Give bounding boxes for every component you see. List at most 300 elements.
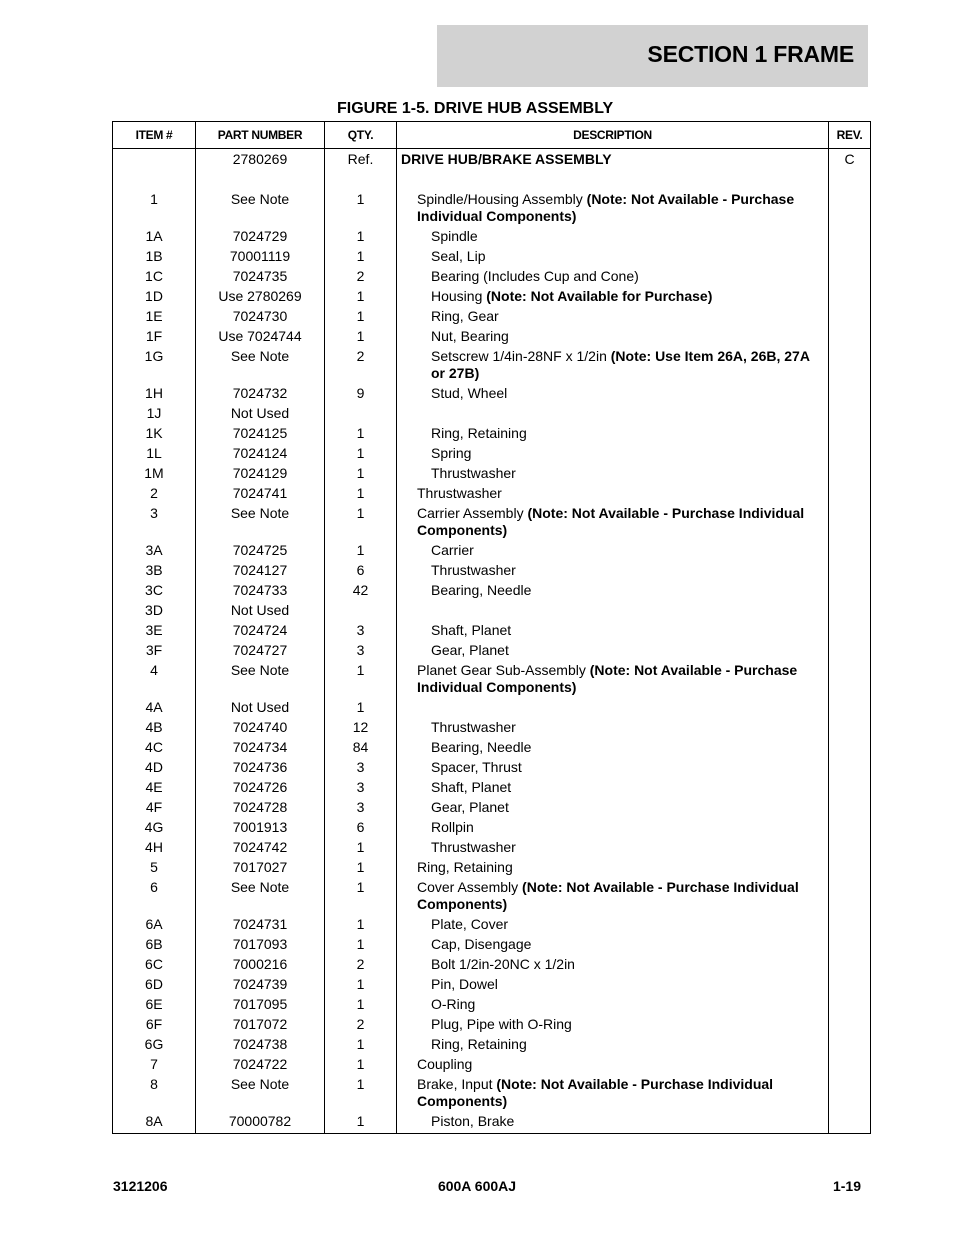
item-number-cell: 6A (113, 915, 196, 935)
item-number-cell: 7 (113, 1055, 196, 1075)
description-text: Spring (431, 445, 472, 461)
table-row (113, 190, 871, 227)
table-row (113, 444, 871, 464)
table-row (113, 149, 871, 170)
description-text: Spacer, Thrust (431, 759, 522, 775)
description-cell (397, 227, 829, 247)
description-text: Coupling (417, 1056, 473, 1072)
revision-cell (829, 858, 871, 878)
parts-table-body (113, 149, 871, 1134)
item-number-cell: 5 (113, 858, 196, 878)
description-text: Thrustwasher (431, 562, 516, 578)
footer-models: 600A 600AJ (437, 1178, 517, 1194)
description-cell (397, 858, 829, 878)
description-note: (Note: Use Item 26A, 26B, 27A or 27B) (431, 348, 810, 381)
part-number-cell: 7024124 (196, 444, 325, 464)
revision-cell (829, 758, 871, 778)
table-row (113, 541, 871, 561)
description-cell (397, 601, 829, 621)
part-number-cell: 7024732 (196, 384, 325, 404)
revision-cell: C (829, 149, 871, 170)
part-number-cell: See Note (196, 878, 325, 915)
qty-cell: 1 (325, 698, 397, 718)
revision-cell (829, 778, 871, 798)
figure-title: FIGURE 1-5. DRIVE HUB ASSEMBLY (337, 100, 614, 117)
description-cell (397, 1035, 829, 1055)
table-row (113, 1035, 871, 1055)
revision-cell (829, 267, 871, 287)
table-row (113, 718, 871, 738)
revision-cell (829, 1075, 871, 1112)
table-row (113, 561, 871, 581)
description-text: Ring, Retaining (431, 425, 527, 441)
table-row (113, 818, 871, 838)
description-cell (397, 975, 829, 995)
parts-table (112, 121, 871, 1134)
revision-cell (829, 621, 871, 641)
description-cell (397, 190, 829, 227)
description-note: (Note: Not Available - Purchase Individual Components) (417, 1076, 774, 1109)
part-number-cell: Not Used (196, 404, 325, 424)
part-number-cell: 2780269 (196, 149, 325, 170)
description-cell (397, 738, 829, 758)
item-number-cell: 6 (113, 878, 196, 915)
revision-cell (829, 484, 871, 504)
description-cell (397, 541, 829, 561)
description-text: Nut, Bearing (431, 328, 509, 344)
part-number-cell: 70000782 (196, 1112, 325, 1134)
qty-cell: 1 (325, 661, 397, 698)
description-cell (397, 347, 829, 384)
table-row (113, 504, 871, 541)
table-row (113, 621, 871, 641)
revision-cell (829, 404, 871, 424)
qty-cell: 3 (325, 798, 397, 818)
part-number-cell: See Note (196, 504, 325, 541)
description-text: Seal, Lip (431, 248, 486, 264)
description-cell (397, 995, 829, 1015)
item-number-cell: 1B (113, 247, 196, 267)
col-header-rev: REV. (829, 122, 871, 149)
table-row (113, 838, 871, 858)
item-number-cell: 1A (113, 227, 196, 247)
description-cell (397, 778, 829, 798)
item-number-cell: 6F (113, 1015, 196, 1035)
part-number-cell: 7024731 (196, 915, 325, 935)
table-row (113, 641, 871, 661)
part-number-cell: 7001913 (196, 818, 325, 838)
table-row (113, 798, 871, 818)
table-row (113, 1015, 871, 1035)
part-number-cell: 7024722 (196, 1055, 325, 1075)
revision-cell (829, 738, 871, 758)
description-cell (397, 1075, 829, 1112)
table-row (113, 661, 871, 698)
description-text: Ring, Retaining (431, 1036, 527, 1052)
part-number-cell: 7024740 (196, 718, 325, 738)
qty-cell: 1 (325, 190, 397, 227)
part-number-cell: 7024730 (196, 307, 325, 327)
description-text: Thrustwasher (431, 719, 516, 735)
qty-cell: 1 (325, 484, 397, 504)
qty-cell: 1 (325, 1075, 397, 1112)
part-number-cell: See Note (196, 1075, 325, 1112)
revision-cell (829, 641, 871, 661)
table-row (113, 247, 871, 267)
description-cell (397, 621, 829, 641)
revision-cell (829, 955, 871, 975)
description-cell (397, 838, 829, 858)
part-number-cell: 7024735 (196, 267, 325, 287)
description-text: Cover Assembly (417, 879, 523, 895)
description-text: Rollpin (431, 819, 474, 835)
description-cell (397, 641, 829, 661)
part-number-cell: Use 7024744 (196, 327, 325, 347)
description-cell (397, 698, 829, 718)
description-cell (397, 935, 829, 955)
description-cell (397, 818, 829, 838)
item-number-cell: 3 (113, 504, 196, 541)
table-row (113, 404, 871, 424)
qty-cell: 2 (325, 1015, 397, 1035)
description-cell (397, 504, 829, 541)
qty-cell: 1 (325, 227, 397, 247)
part-number-cell: Use 2780269 (196, 287, 325, 307)
qty-cell: 42 (325, 581, 397, 601)
description-note: (Note: Not Available for Purchase) (486, 288, 713, 304)
footer-doc-number: 3121206 (113, 1178, 168, 1194)
item-number-cell: 6D (113, 975, 196, 995)
description-cell (397, 404, 829, 424)
description-text: Ring, Gear (431, 308, 499, 324)
qty-cell: 2 (325, 347, 397, 384)
qty-cell: 3 (325, 778, 397, 798)
table-row (113, 384, 871, 404)
qty-cell: 1 (325, 975, 397, 995)
item-number-cell: 1L (113, 444, 196, 464)
description-text: Brake, Input (417, 1076, 497, 1092)
qty-cell: 1 (325, 504, 397, 541)
part-number-cell: 7024127 (196, 561, 325, 581)
table-row (113, 915, 871, 935)
revision-cell (829, 444, 871, 464)
part-number-cell: Not Used (196, 601, 325, 621)
description-cell (397, 1015, 829, 1035)
revision-cell (829, 464, 871, 484)
description-text: Spindle/Housing Assembly (417, 191, 587, 207)
description-cell (397, 661, 829, 698)
table-row (113, 995, 871, 1015)
table-row (113, 975, 871, 995)
item-number-cell: 6E (113, 995, 196, 1015)
part-number-cell: 7024736 (196, 758, 325, 778)
item-number-cell: 3F (113, 641, 196, 661)
description-cell (397, 955, 829, 975)
item-number-cell: 4B (113, 718, 196, 738)
revision-cell (829, 1035, 871, 1055)
spacer-cell (829, 170, 871, 190)
revision-cell (829, 581, 871, 601)
part-number-cell: 7024727 (196, 641, 325, 661)
part-number-cell: 7017027 (196, 858, 325, 878)
item-number-cell: 3D (113, 601, 196, 621)
part-number-cell: 7024125 (196, 424, 325, 444)
item-number-cell: 3B (113, 561, 196, 581)
revision-cell (829, 818, 871, 838)
description-cell (397, 758, 829, 778)
part-number-cell: 7024741 (196, 484, 325, 504)
part-number-cell: 7024733 (196, 581, 325, 601)
qty-cell (325, 601, 397, 621)
revision-cell (829, 935, 871, 955)
revision-cell (829, 698, 871, 718)
description-text: O-Ring (431, 996, 476, 1012)
description-cell (397, 384, 829, 404)
description-cell (397, 878, 829, 915)
part-number-cell: 70001119 (196, 247, 325, 267)
table-row (113, 347, 871, 384)
description-text: Planet Gear Sub-Assembly (417, 662, 590, 678)
description-cell (397, 424, 829, 444)
table-row (113, 858, 871, 878)
col-header-part-number: PART NUMBER (196, 122, 325, 149)
qty-cell: 6 (325, 818, 397, 838)
qty-cell: 1 (325, 838, 397, 858)
description-cell (397, 581, 829, 601)
table-row (113, 738, 871, 758)
qty-cell: 1 (325, 247, 397, 267)
table-row (113, 698, 871, 718)
table-row (113, 484, 871, 504)
description-note: (Note: Not Available - Purchase Individual Components) (417, 191, 795, 224)
part-number-cell: 7024738 (196, 1035, 325, 1055)
qty-cell: 12 (325, 718, 397, 738)
revision-cell (829, 1112, 871, 1134)
description-cell (397, 1112, 829, 1134)
qty-cell: 3 (325, 758, 397, 778)
description-cell (397, 327, 829, 347)
description-text: Bolt 1/2in-20NC x 1/2in (431, 956, 575, 972)
description-cell (397, 1055, 829, 1075)
qty-cell: 1 (325, 444, 397, 464)
revision-cell (829, 424, 871, 444)
description-text: Bearing, Needle (431, 582, 532, 598)
qty-cell: 1 (325, 1035, 397, 1055)
qty-cell (325, 404, 397, 424)
part-number-cell: 7017072 (196, 1015, 325, 1035)
part-number-cell: 7017093 (196, 935, 325, 955)
description-text: Carrier Assembly (417, 505, 528, 521)
item-number-cell: 1M (113, 464, 196, 484)
qty-cell: 3 (325, 641, 397, 661)
part-number-cell: 7024129 (196, 464, 325, 484)
item-number-cell: 4C (113, 738, 196, 758)
spacer-cell (196, 170, 325, 190)
item-number-cell: 1J (113, 404, 196, 424)
revision-cell (829, 1055, 871, 1075)
part-number-cell: 7024729 (196, 227, 325, 247)
item-number-cell: 6G (113, 1035, 196, 1055)
table-row (113, 1112, 871, 1134)
description-cell (397, 247, 829, 267)
description-note: (Note: Not Available - Purchase Individual Components) (417, 505, 805, 538)
description-cell (397, 149, 829, 170)
qty-cell: 1 (325, 424, 397, 444)
revision-cell (829, 384, 871, 404)
description-text: Gear, Planet (431, 642, 509, 658)
description-text: Piston, Brake (431, 1113, 515, 1129)
revision-cell (829, 347, 871, 384)
part-number-cell: 7024726 (196, 778, 325, 798)
table-row (113, 778, 871, 798)
item-number-cell: 3C (113, 581, 196, 601)
item-number-cell: 1C (113, 267, 196, 287)
description-text: Housing (431, 288, 487, 304)
description-cell (397, 484, 829, 504)
description-cell (397, 464, 829, 484)
table-row (113, 464, 871, 484)
description-cell (397, 798, 829, 818)
table-row (113, 581, 871, 601)
qty-cell: 2 (325, 267, 397, 287)
section-banner (437, 25, 868, 87)
item-number-cell: 6C (113, 955, 196, 975)
item-number-cell: 2 (113, 484, 196, 504)
description-cell (397, 561, 829, 581)
table-row (113, 878, 871, 915)
description-text: Bearing, Needle (431, 739, 532, 755)
table-row (113, 267, 871, 287)
revision-cell (829, 287, 871, 307)
qty-cell: 1 (325, 287, 397, 307)
revision-cell (829, 504, 871, 541)
description-text: Thrustwasher (417, 485, 502, 501)
description-text: Setscrew 1/4in-28NF x 1/2in (431, 348, 611, 364)
revision-cell (829, 798, 871, 818)
qty-cell: 1 (325, 1055, 397, 1075)
qty-cell: 1 (325, 878, 397, 915)
spacer-cell (325, 170, 397, 190)
revision-cell (829, 247, 871, 267)
item-number-cell: 4E (113, 778, 196, 798)
description-text: Cap, Disengage (431, 936, 532, 952)
qty-cell: 1 (325, 327, 397, 347)
item-number-cell: 1F (113, 327, 196, 347)
description-text: Spindle (431, 228, 478, 244)
description-cell (397, 267, 829, 287)
table-row (113, 327, 871, 347)
revision-cell (829, 541, 871, 561)
table-header-row (113, 122, 871, 149)
item-number-cell: 1E (113, 307, 196, 327)
qty-cell: 1 (325, 541, 397, 561)
item-number-cell: 4H (113, 838, 196, 858)
item-number-cell: 8 (113, 1075, 196, 1112)
part-number-cell: 7000216 (196, 955, 325, 975)
description-text: Plate, Cover (431, 916, 509, 932)
qty-cell: 2 (325, 955, 397, 975)
qty-cell: 3 (325, 621, 397, 641)
item-number-cell: 1H (113, 384, 196, 404)
description-note: (Note: Not Available - Purchase Individual Components) (417, 662, 798, 695)
table-row (113, 935, 871, 955)
qty-cell: 1 (325, 915, 397, 935)
part-number-cell: 7017095 (196, 995, 325, 1015)
part-number-cell: 7024742 (196, 838, 325, 858)
table-row (113, 424, 871, 444)
revision-cell (829, 601, 871, 621)
description-text: Stud, Wheel (431, 385, 508, 401)
part-number-cell: 7024728 (196, 798, 325, 818)
table-spacer-row (113, 170, 871, 190)
qty-cell: 6 (325, 561, 397, 581)
revision-cell (829, 227, 871, 247)
description-note: (Note: Not Available - Purchase Individual Components) (417, 879, 799, 912)
description-text: Pin, Dowel (431, 976, 498, 992)
item-number-cell: 1 (113, 190, 196, 227)
item-number-cell (113, 149, 196, 170)
col-header-qty: QTY. (325, 122, 397, 149)
description-cell (397, 915, 829, 935)
description-text: Plug, Pipe with O-Ring (431, 1016, 572, 1032)
revision-cell (829, 661, 871, 698)
item-number-cell: 1D (113, 287, 196, 307)
description-cell (397, 287, 829, 307)
part-number-cell: See Note (196, 190, 325, 227)
item-number-cell: 6B (113, 935, 196, 955)
part-number-cell: 7024739 (196, 975, 325, 995)
revision-cell (829, 307, 871, 327)
description-cell (397, 444, 829, 464)
qty-cell: 1 (325, 995, 397, 1015)
description-text: Thrustwasher (431, 839, 516, 855)
qty-cell: Ref. (325, 149, 397, 170)
description-cell (397, 307, 829, 327)
item-number-cell: 1G (113, 347, 196, 384)
footer-page-number: 1-19 (832, 1178, 861, 1194)
spacer-cell (397, 170, 829, 190)
revision-cell (829, 878, 871, 915)
qty-cell: 84 (325, 738, 397, 758)
revision-cell (829, 190, 871, 227)
revision-cell (829, 561, 871, 581)
description-text: Bearing (Includes Cup and Cone) (431, 268, 639, 284)
item-number-cell: 4 (113, 661, 196, 698)
table-row (113, 287, 871, 307)
description-text: Shaft, Planet (431, 779, 512, 795)
item-number-cell: 1K (113, 424, 196, 444)
part-number-cell: See Note (196, 347, 325, 384)
table-row (113, 227, 871, 247)
description-note: DRIVE HUB/BRAKE ASSEMBLY (401, 151, 612, 167)
spacer-cell (113, 170, 196, 190)
revision-cell (829, 995, 871, 1015)
item-number-cell: 4D (113, 758, 196, 778)
col-header-description: DESCRIPTION (397, 122, 829, 149)
table-row (113, 1055, 871, 1075)
revision-cell (829, 718, 871, 738)
part-number-cell: 7024725 (196, 541, 325, 561)
table-row (113, 955, 871, 975)
table-row (113, 1075, 871, 1112)
col-header-item: ITEM # (113, 122, 196, 149)
part-number-cell: Not Used (196, 698, 325, 718)
table-row (113, 307, 871, 327)
qty-cell: 9 (325, 384, 397, 404)
description-text: Gear, Planet (431, 799, 509, 815)
table-row (113, 601, 871, 621)
part-number-cell: 7024734 (196, 738, 325, 758)
